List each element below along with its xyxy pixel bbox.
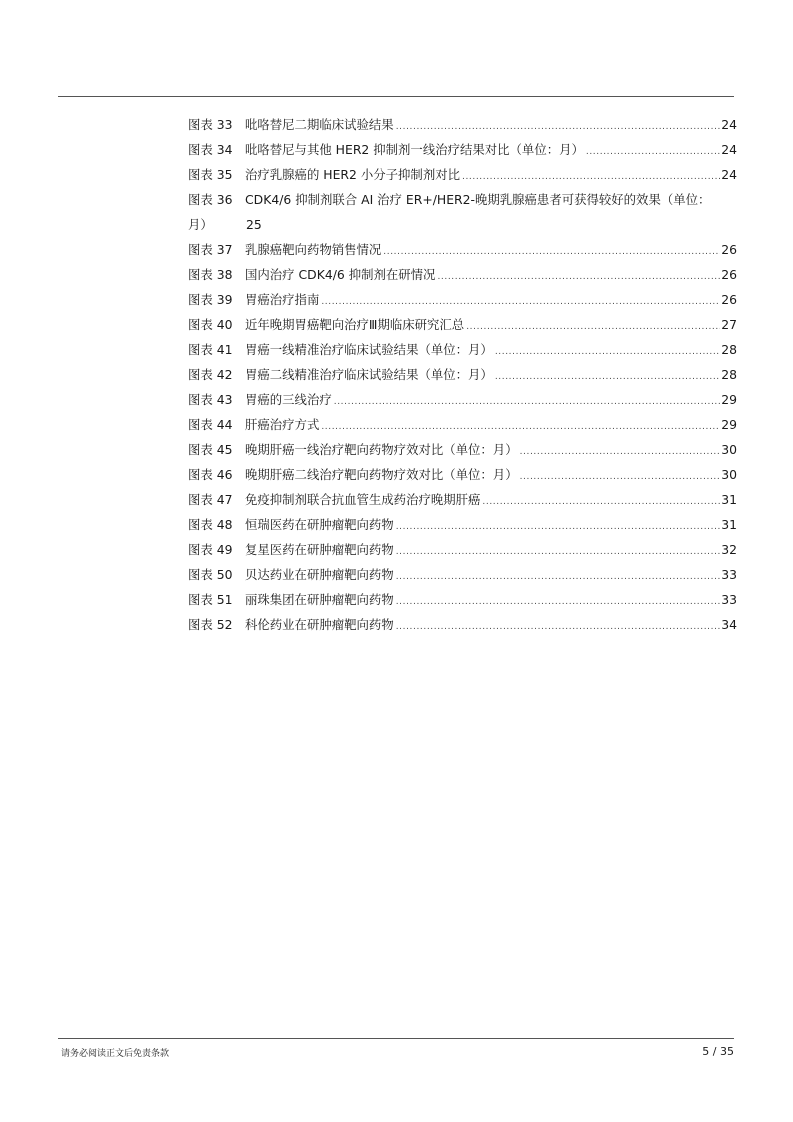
toc-entry-label: 图表 43 [188, 392, 233, 407]
toc-leader-dots [321, 287, 720, 312]
toc-entry-label: 图表 37 [188, 242, 233, 257]
toc-leader-dots [437, 262, 720, 287]
toc-entry-title: 吡咯替尼二期临床试验结果 [245, 117, 394, 132]
toc-entry-page: 24 [721, 142, 737, 157]
toc-leader-dots [520, 462, 721, 487]
toc-leader-dots [482, 487, 720, 512]
toc-leader-dots [396, 587, 721, 612]
toc-leader-dots [495, 362, 720, 387]
toc-entry-label: 图表 51 [188, 592, 233, 607]
toc-entry-title: 免疫抑制剂联合抗血管生成药治疗晚期肝癌 [245, 492, 481, 507]
toc-entry-title: 晚期肝癌二线治疗靶向药物疗效对比（单位：月） [245, 467, 518, 482]
footer-disclaimer: 请务必阅读正文后免责条款 [61, 1049, 170, 1059]
toc-entry-title: 胃癌一线精准治疗临床试验结果（单位：月） [245, 342, 493, 357]
toc-leader-dots [520, 437, 721, 462]
toc-entry-title-continuation: 月） [188, 217, 213, 232]
toc-entry-label: 图表 44 [188, 417, 233, 432]
toc-entry[interactable] [188, 437, 737, 462]
toc-entry[interactable] [188, 162, 737, 187]
toc-entry[interactable] [188, 362, 737, 387]
header-rule [58, 96, 734, 97]
table-of-figures [188, 112, 737, 637]
toc-entry[interactable] [188, 262, 737, 287]
toc-entry-title: 吡咯替尼与其他 HER2 抑制剂一线治疗结果对比（单位：月） [245, 142, 584, 157]
toc-leader-dots [466, 312, 720, 337]
toc-entry-title: 国内治疗 CDK4/6 抑制剂在研情况 [245, 267, 436, 282]
toc-entry-title: 治疗乳腺癌的 HER2 小分子抑制剂对比 [245, 167, 460, 182]
toc-entry-title: 肝癌治疗方式 [245, 417, 320, 432]
toc-entry-page: 26 [721, 292, 737, 307]
toc-entry[interactable] [188, 462, 737, 487]
toc-entry-page: 26 [721, 267, 737, 282]
toc-leader-dots [396, 112, 721, 137]
toc-entry-page: 31 [721, 492, 737, 507]
toc-entry-label: 图表 49 [188, 542, 233, 557]
toc-entry[interactable] [188, 312, 737, 337]
toc-entry[interactable] [188, 487, 737, 512]
toc-leader-dots [495, 337, 720, 362]
toc-entry-label: 图表 39 [188, 292, 233, 307]
toc-entry-label: 图表 38 [188, 267, 233, 282]
toc-entry[interactable] [188, 512, 737, 537]
toc-entry-page: 24 [721, 167, 737, 182]
toc-entry-label: 图表 42 [188, 367, 233, 382]
toc-entry-page: 33 [721, 592, 737, 607]
toc-entry-page: 32 [721, 542, 737, 557]
toc-entry-title: 乳腺癌靶向药物销售情况 [245, 242, 382, 257]
footer-rule [58, 1038, 734, 1039]
toc-leader-dots [383, 237, 720, 262]
toc-leader-dots [396, 512, 721, 537]
toc-entry-page: 30 [721, 442, 737, 457]
toc-entry-label: 图表 47 [188, 492, 233, 507]
toc-entry[interactable] [188, 537, 737, 562]
toc-entry-title: CDK4/6 抑制剂联合 AI 治疗 ER+/HER2-晚期乳腺癌患者可获得较好的效果（单位： [245, 192, 711, 207]
toc-entry-title: 贝达药业在研肿瘤靶向药物 [245, 567, 394, 582]
toc-entry[interactable] [188, 237, 737, 262]
toc-leader-dots [396, 537, 721, 562]
toc-entry-page: 25 [246, 217, 262, 232]
toc-leader-dots [396, 562, 721, 587]
toc-entry-title: 近年晚期胃癌靶向治疗Ⅲ期临床研究汇总 [245, 317, 465, 332]
toc-entry-title: 胃癌治疗指南 [245, 292, 320, 307]
toc-entry-title: 复星医药在研肿瘤靶向药物 [245, 542, 394, 557]
toc-entry-label: 图表 34 [188, 142, 233, 157]
toc-entry[interactable] [188, 612, 737, 637]
toc-entry-page: 33 [721, 567, 737, 582]
toc-entry-page: 28 [721, 342, 737, 357]
toc-entry-page: 26 [721, 242, 737, 257]
toc-entry[interactable] [188, 387, 737, 412]
toc-entry[interactable] [188, 337, 737, 362]
toc-entry-label: 图表 52 [188, 617, 233, 632]
toc-entry-title: 科伦药业在研肿瘤靶向药物 [245, 617, 394, 632]
toc-entry-page: 29 [721, 392, 737, 407]
toc-leader-dots [321, 412, 720, 437]
toc-entry-page: 24 [721, 117, 737, 132]
toc-entry-title: 恒瑞医药在研肿瘤靶向药物 [245, 517, 394, 532]
toc-entry[interactable] [188, 412, 737, 437]
toc-entry-title: 胃癌二线精准治疗临床试验结果（单位：月） [245, 367, 493, 382]
toc-entry-label: 图表 46 [188, 467, 233, 482]
toc-entry[interactable] [188, 587, 737, 612]
toc-entry-page: 28 [721, 367, 737, 382]
toc-entry[interactable] [188, 112, 737, 137]
toc-entry-title: 丽珠集团在研肿瘤靶向药物 [245, 592, 394, 607]
toc-entry-label: 图表 45 [188, 442, 233, 457]
toc-entry[interactable] [188, 137, 737, 162]
toc-entry-label: 图表 41 [188, 342, 233, 357]
toc-leader-dots [334, 387, 720, 412]
toc-entry-label: 图表 48 [188, 517, 233, 532]
toc-entry-page: 34 [721, 617, 737, 632]
toc-entry-page: 31 [721, 517, 737, 532]
page-number: 5 / 35 [702, 1045, 734, 1058]
toc-entry-page: 29 [721, 417, 737, 432]
toc-entry[interactable] [188, 287, 737, 312]
toc-entry-page: 30 [721, 467, 737, 482]
toc-entry-page: 27 [721, 317, 737, 332]
toc-entry-title: 胃癌的三线治疗 [245, 392, 332, 407]
toc-entry-label: 图表 50 [188, 567, 233, 582]
toc-entry-label: 图表 35 [188, 167, 233, 182]
toc-leader-dots [396, 612, 721, 637]
toc-entry-label: 图表 40 [188, 317, 233, 332]
toc-entry-label: 图表 33 [188, 117, 233, 132]
toc-entry-title: 晚期肝癌一线治疗靶向药物疗效对比（单位：月） [245, 442, 518, 457]
toc-entry-label: 图表 36 [188, 192, 233, 207]
toc-leader-dots [586, 137, 720, 162]
toc-entry[interactable] [188, 187, 737, 237]
toc-leader-dots [462, 162, 720, 187]
toc-entry[interactable] [188, 562, 737, 587]
